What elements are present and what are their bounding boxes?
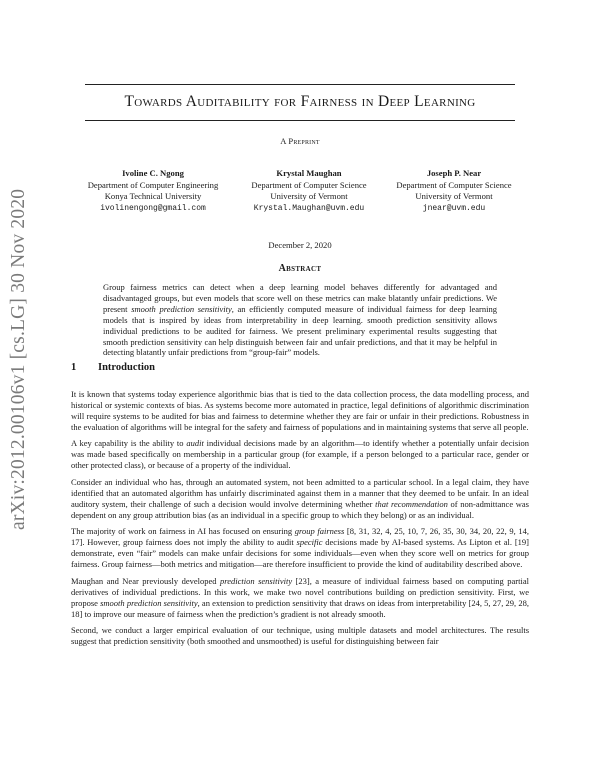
paragraph: The majority of work on fairness in AI has focused on ensuring group fairness [8, 31, 32, 4, 25, 10, 7, 26, 35, 30, 34, 20, 22, 9, 14, 17]. However, group fairness does not imply the ability to audit specific decisions made by AI-based systems. As Lipton et al. [19] demonstrate, even “fair” models can make unfair decisions for some individuals—even when they score well on metrics for group fairness. Group fairness—both metrics and mitigation—are therefore insufficient to provide the kind of auditability described above. [71, 526, 530, 570]
author-name: Krystal Maughan [276, 168, 342, 178]
paragraph: Maughan and Near previously developed prediction sensitivity [23], a measure of individual fairness based on computing partial derivatives of individual predictions. In this work, we make two novel contributions building on prediction sensitivity. First, we propose smooth prediction sensitivity, an extension to prediction sensitivity that draws on ideas from interpretability [24, 5, 27, 29, 28, 18] to improve our measure of fairness when the prediction’s gradient is not already smooth. [71, 575, 529, 619]
section-body [71, 389, 529, 653]
abstract-text: Group fairness metrics can detect when a deep learning model behaves differently for advantaged and disadvantaged groups, but even models that score well on these metrics can make blatantly unfair predictions. We present smooth prediction sensitivity, an efficiently computed measure of individual fairness for deep learning models that is inspired by ideas from interpretability in deep learning. smooth prediction sensitivity allows individual predictions to be audited for fairness. We present preliminary experimental results suggesting that smooth prediction sensitivity can help distinguish between fair and unfair predictions, and that it may be helpful in detecting blatantly unfair predictions from “group-fair” models. [103, 282, 497, 358]
paper-title: Towards Auditability for Fairness in Deep Learning [124, 93, 476, 110]
author-name: Ivoline C. Ngong [122, 168, 184, 178]
section-title: Introduction [98, 362, 155, 373]
section-number: 1 [71, 362, 77, 373]
author-email[interactable]: ivolinengong@gmail.com [100, 203, 206, 213]
author-institution: Konya Technical University [104, 191, 202, 201]
paragraph: A key capability is the ability to audit individual decisions made by an algorithm—to identify whether a potentially unfair decision was made based specifically on membership in a particular group (for example, if a person belonged to a particular race, gender or other protected class), or because of a property of the individual. [71, 438, 529, 471]
title-rule-top [85, 84, 515, 85]
author-institution: University of Vermont [270, 191, 348, 201]
author-institution: University of Vermont [415, 191, 493, 201]
title-rule-bottom [85, 120, 515, 121]
paragraph: It is known that systems today experience algorithmic bias that is tied to the data collection process, the data modelling process, and historical or systemic contexts of bias. As systems become more automated in practice, legal definitions of algorithmic discrimination will require systems to be audited for bias and fairness to determine whether they are fair or unfair in their predictions. Robustness in the evaluation of algorithms will be integral for the safety and fairness of populations and in maintaining systems that serve all people. [71, 389, 529, 432]
section-heading [71, 362, 155, 373]
author-email[interactable]: Krystal.Maughan@uvm.edu [253, 203, 365, 213]
author-dept: Department of Computer Science [251, 179, 367, 190]
author-email[interactable]: jnear@uvm.edu [422, 203, 486, 213]
author-name: Joseph P. Near [426, 168, 482, 178]
author-dept: Department of Computer Science [396, 179, 512, 190]
paper-date: December 2, 2020 [268, 240, 332, 250]
abstract-heading: Abstract [278, 263, 322, 274]
preprint-label: A Preprint [280, 136, 320, 146]
author-block-3 [359, 168, 549, 214]
paragraph: Consider an individual who has, through an automated system, not been admitted to a particular school. In a legal claim, they have identified that an automated algorithm has unfairly discriminated against them in a manner that they deemed to be unfair. In an ideal auditory system, their challenge of such a decision would involve determining whether that recommendation of non-admittance was dependent on any group attribution bias (as an individual in a specific group to which they belong) or as an individual. [71, 476, 529, 520]
arxiv-identifier: arXiv:2012.00106v1 [cs.LG] 30 Nov 2020 [8, 188, 29, 530]
paragraph: Second, we conduct a larger empirical evaluation of our technique, using multiple datasets and model architectures. The results suggest that prediction sensitivity (both smoothed and unsmoothed) is useful for distinguishing between fair [71, 625, 529, 647]
author-dept: Department of Computer Engineering [87, 179, 219, 190]
